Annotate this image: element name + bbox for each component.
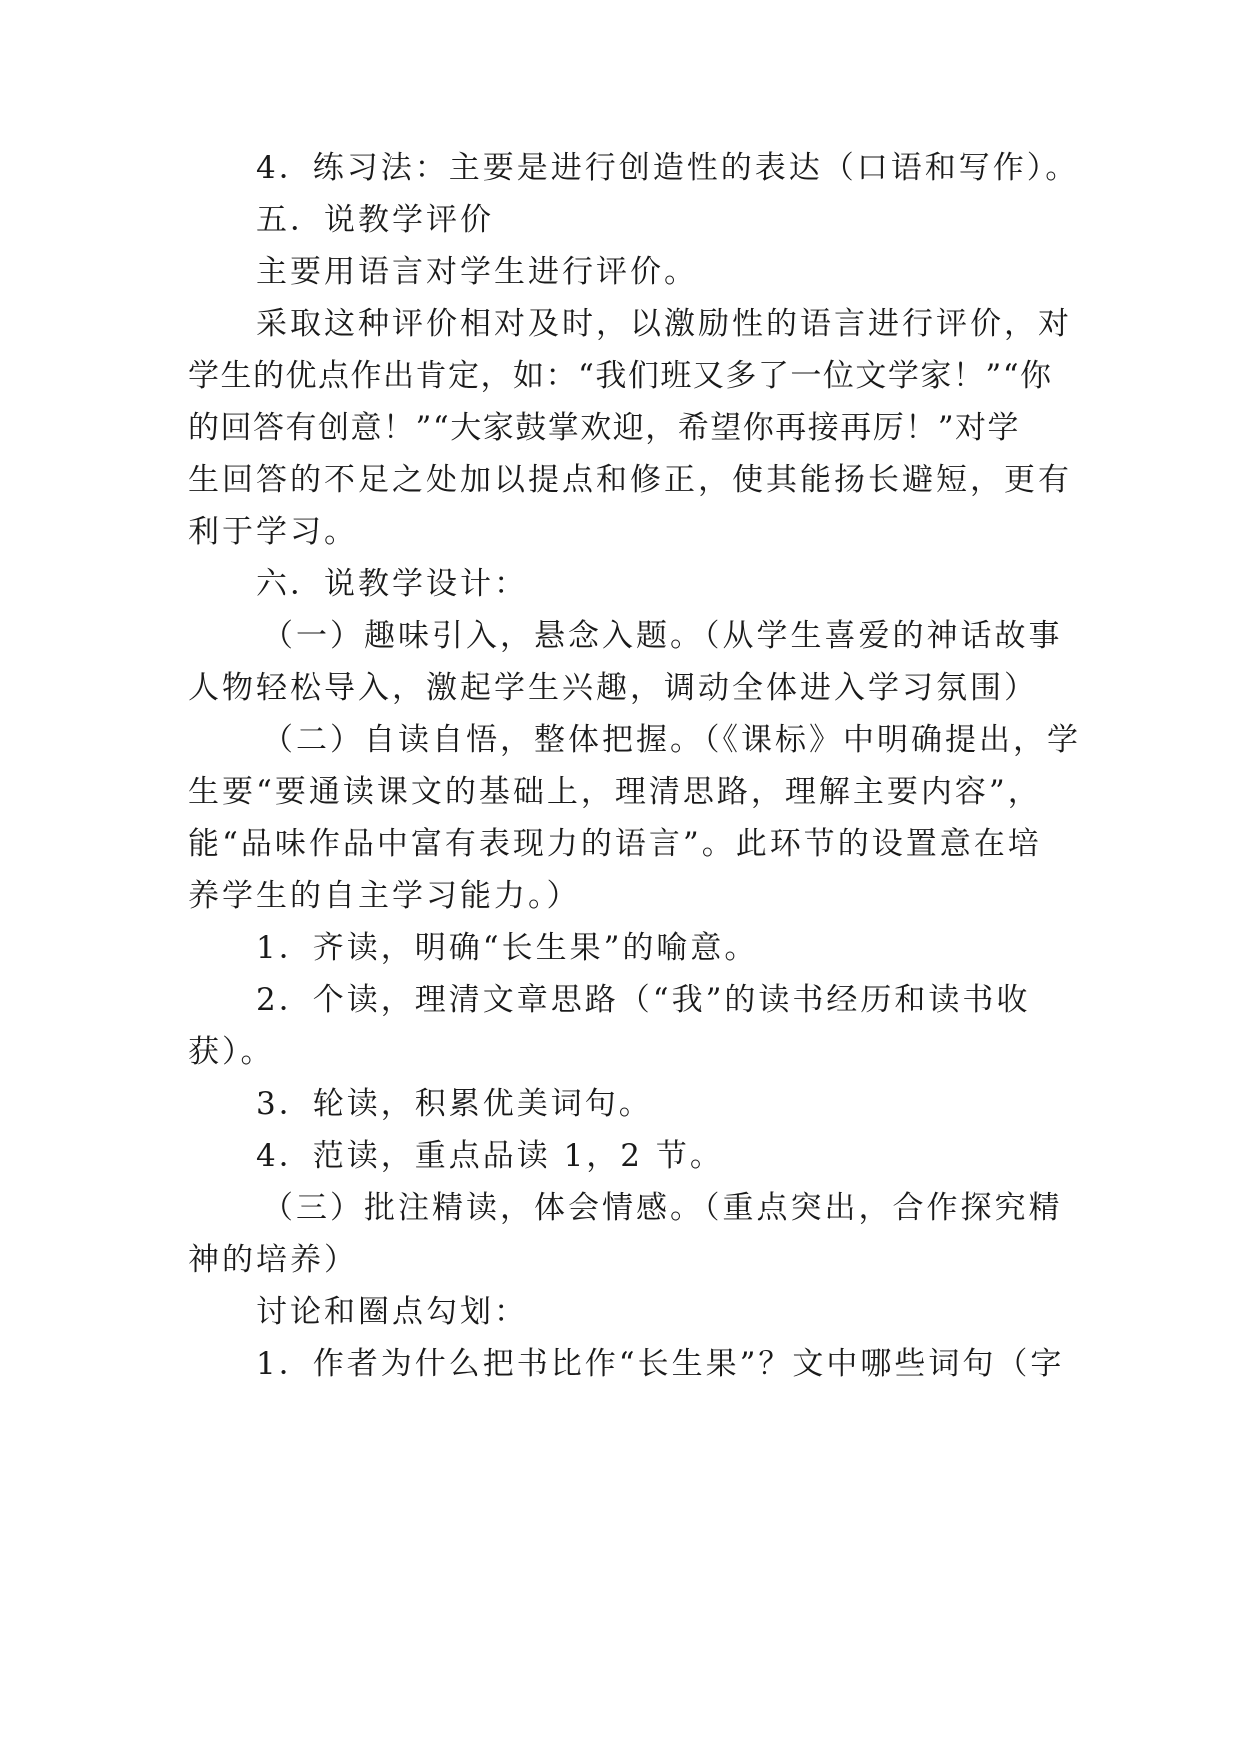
list-item: 2．个读，理清文章思路（“我”的读书经历和读书收 <box>256 982 1031 1018</box>
list-item: 3．轮读，积累优美词句。 <box>256 1086 653 1122</box>
paragraph-line: 主要用语言对学生进行评价。 <box>256 254 698 290</box>
list-item: 1．作者为什么把书比作“长生果”？文中哪些词句（字 <box>256 1346 1065 1382</box>
paragraph-line: 采取这种评价相对及时，以激励性的语言进行评价，对 <box>256 306 1072 342</box>
paragraph-line: 生回答的不足之处加以提点和修正，使其能扬长避短，更有 <box>188 462 1072 498</box>
paragraph-line: 养学生的自主学习能力。） <box>188 878 581 914</box>
paragraph-line: （一）趣味引入，悬念入题。（从学生喜爱的神话故事 <box>262 618 1063 654</box>
list-item: 1．齐读，明确“长生果”的喻意。 <box>256 930 759 966</box>
list-item: 4．范读，重点品读 1，2 节。 <box>256 1138 724 1174</box>
paragraph-line: 4．练习法：主要是进行创造性的表达（口语和写作）。 <box>256 150 1080 186</box>
paragraph-line: （二）自读自悟，整体把握。（《课标》中明确提出，学 <box>262 722 1081 758</box>
paragraph-line: 的回答有创意！”“大家鼓掌欢迎，希望你再接再厉！”对学 <box>188 410 1021 446</box>
section-heading: 五．说教学评价 <box>256 202 494 238</box>
paragraph-line: 神的培养） <box>188 1242 358 1278</box>
paragraph-line: （三）批注精读，体会情感。（重点突出，合作探究精 <box>262 1190 1063 1226</box>
paragraph-line: 人物轻松导入，激起学生兴趣，调动全体进入学习氛围） <box>188 670 1038 706</box>
paragraph-line: 学生的优点作出肯定，如：“我们班又多了一位文学家！”“你 <box>188 358 1053 394</box>
paragraph-line: 生要“要通读课文的基础上，理清思路，理解主要内容”， <box>188 774 1042 810</box>
paragraph-line: 讨论和圈点勾划： <box>256 1294 528 1330</box>
paragraph-line: 利于学习。 <box>188 514 358 550</box>
list-item-continuation: 获）。 <box>188 1034 275 1070</box>
paragraph-line: 能“品味作品中富有表现力的语言”。此环节的设置意在培 <box>188 826 1042 862</box>
section-heading: 六．说教学设计： <box>256 566 528 602</box>
